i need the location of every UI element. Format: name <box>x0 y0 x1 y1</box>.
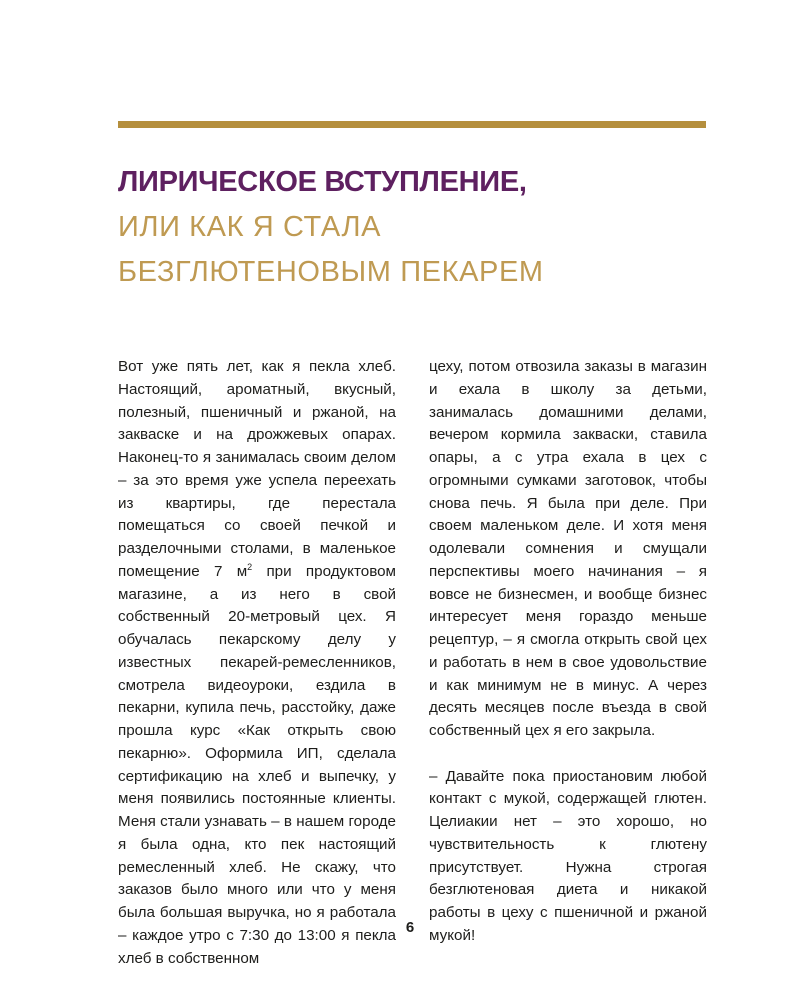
text-column-right <box>429 356 707 948</box>
chapter-title <box>118 160 718 295</box>
text-column-left <box>118 356 396 970</box>
page-number: 6 <box>405 919 415 936</box>
chapter-title-line-3: БЕЗГЛЮТЕНОВЫМ ПЕКАРЕМ <box>118 256 544 288</box>
dialogue-paragraph: – Давайте пока приостановим любой контакт с мукой, содержащей глютен. Целиакии нет – это хорошо, но чувствительность к глютену присутствует. Нужна строгая безглютеновая диета и никакой работы в цеху с пшеничной и ржаной мукой! <box>429 767 707 944</box>
body-text: при продуктовом магазине, а из него в свой собственный 20-метровый цех. Я обучалась пекарскому делу у известных пекарей-ремесленников, смотрела видеоуроки, ездила в пекарни, купила печь, расстойку, даже прошла курс «Как открыть свою пекарню». Оформила ИП, сделала сертификацию на хлеб и выпечку, у меня появились постоянные клиенты. Меня стали узнавать – в нашем городе я была одна, кто пек настоящий ремесленный хлеб. Не скажу, что заказов было много или что у меня была большая выручка, но я работала – каждое утро с 7:30 до 13:00 я пекла хлеб в собственном <box>118 562 396 967</box>
chapter-title-line-2: ИЛИ КАК Я СТАЛА <box>118 211 382 243</box>
superscript: 2 <box>247 561 253 572</box>
body-paragraph <box>118 356 396 970</box>
body-text: Вот уже пять лет, как я пекла хлеб. Настоящий, ароматный, вкусный, полезный, пшеничный и ржаной, на закваске и на дрожжевых опарах. Наконец-то я занималась своим делом – за это время уже успела переехать из квартиры, где перестала помещаться со своей печкой и разделочными столами, в маленькое помещение 7 м <box>118 358 396 580</box>
chapter-title-line-1: ЛИРИЧЕСКОЕ ВСТУПЛЕНИЕ, <box>118 166 527 198</box>
top-decorative-rule <box>118 121 706 128</box>
body-paragraph: цеху, потом отвозила заказы в магазин и ехала в школу за детьми, занималась домашними делами, вечером кормила закваски, ставила опары, а с утра ехала в цех с огромными сумками заготовок, чтобы снова печь. Я была при деле. При своем маленьком деле. И хотя меня одолевали сомнения и смущали перспективы моего начинания – я вовсе не бизнесмен, и вообще бизнес интересует меня гораздо меньше рецептур, – я смогла открыть свой цех и работать в нем в свое удовольствие и как минимум не в минус. А через десять месяцев после въезда в свой собственный цех я его закрыла. <box>429 358 707 739</box>
